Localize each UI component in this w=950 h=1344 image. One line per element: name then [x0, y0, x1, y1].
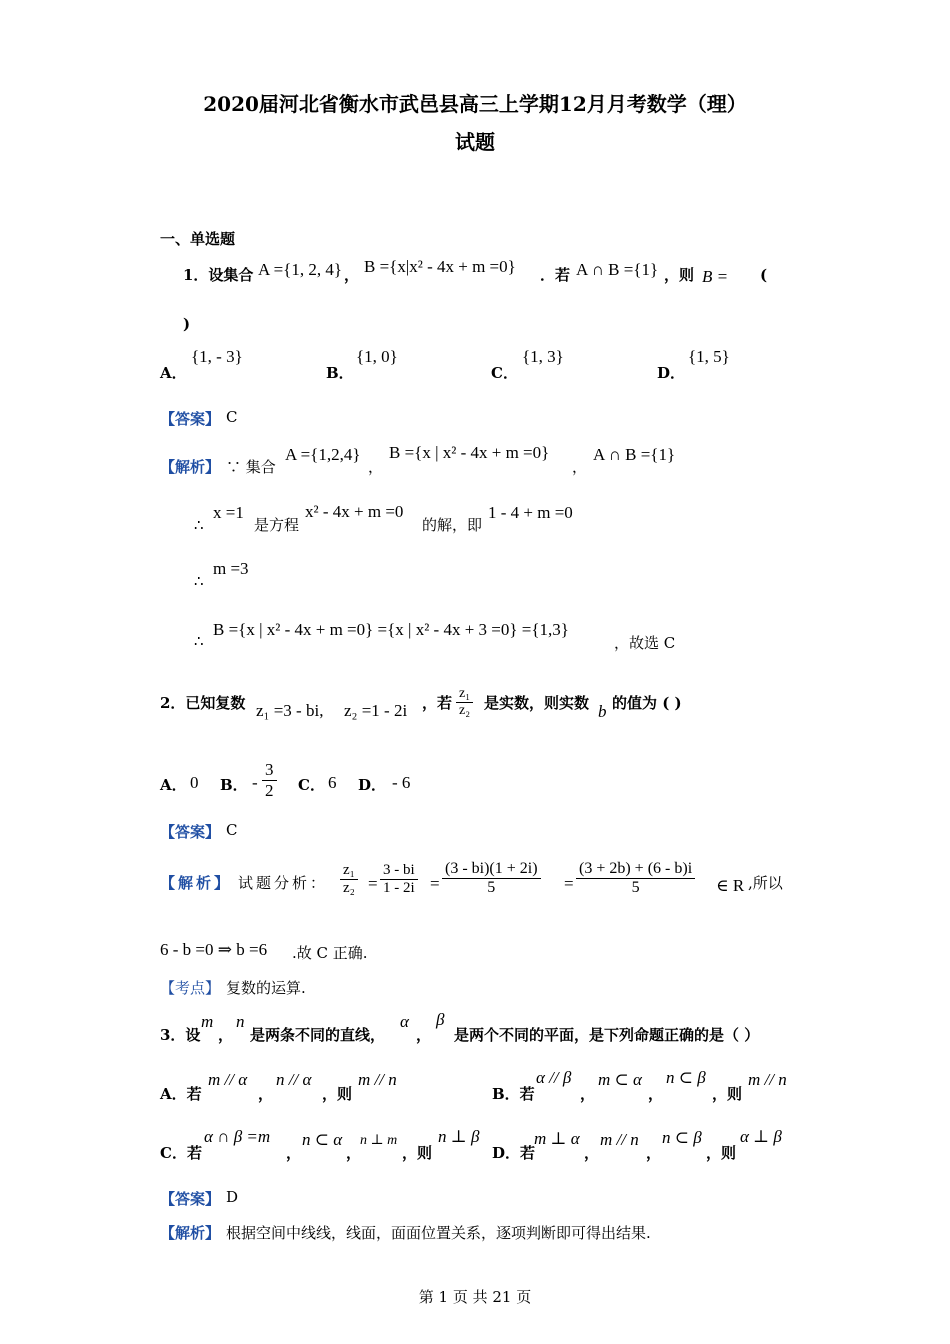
q2-option-d: - 6 — [392, 773, 411, 792]
q2-stem-b: ，若 — [422, 694, 453, 712]
q2-f4 — [576, 860, 695, 897]
q1-s1b: 是方程 — [254, 516, 300, 534]
q2-f2 — [380, 862, 418, 897]
q2-frac-num: z₁ — [456, 686, 473, 703]
q2-option-d-label: D． — [358, 776, 387, 794]
q3-comma-2: ， — [416, 1026, 432, 1044]
q2-frac-den: z₂ — [459, 703, 471, 718]
q2-in-r: ∈ R — [716, 876, 745, 895]
q3-option-d-comma-2: ， — [646, 1144, 662, 1162]
q3-stem-c: 是两个不同的平面，是下列命题正确的是（ ） — [454, 1026, 760, 1044]
q3-option-c-label: C．若 — [160, 1144, 202, 1162]
q3-beta: β — [436, 1010, 445, 1029]
q3-option-c-then: ，则 — [402, 1144, 433, 1162]
q3-option-d-c1: m ⊥ α — [534, 1129, 580, 1148]
q1-a1: A ={1,2,4} — [285, 445, 361, 464]
q3-option-b-then: ，则 — [712, 1085, 743, 1103]
q1-analysis-tag: 【解析】 — [160, 458, 221, 476]
q3-option-d-then: ，则 — [706, 1144, 737, 1162]
q2-analysis-tag: 【解析】 — [160, 874, 233, 892]
q1-s1c: x² - 4x + m =0 — [305, 502, 404, 521]
q1-s1d: 的解，即 — [422, 516, 483, 534]
q3-option-d-c3: n ⊂ β — [662, 1128, 702, 1147]
q2-answer-tag: 【答案】 — [160, 823, 221, 841]
q2-option-b-den: 2 — [265, 781, 274, 800]
page-title: 2020届河北省衡水市武邑县高三上学期12月月考数学（理） — [203, 92, 747, 116]
q1-answer-tag: 【答案】 — [160, 410, 221, 428]
q3-option-d-c2: m // n — [600, 1130, 639, 1149]
q2-option-b-fraction — [262, 760, 277, 801]
q2-point-tag: 【考点】 — [160, 979, 221, 997]
q3-option-a-result: m // n — [358, 1070, 397, 1089]
q2-eq-2: = — [430, 874, 440, 893]
q2-analysis-lead: 试题分析： — [238, 874, 329, 892]
q2-stem-c: 是实数，则实数 — [484, 694, 590, 712]
q2-var: b — [598, 702, 607, 721]
q1-condition: A ∩ B ={1} — [576, 260, 659, 279]
q1-option-a-label: A． — [160, 364, 187, 382]
q2-f3 — [442, 860, 541, 897]
q1-sep-2: ， — [572, 458, 588, 476]
q3-option-c-c2: n ⊂ α — [302, 1130, 343, 1149]
q3-analysis-tag: 【解析】 — [160, 1224, 221, 1242]
page-title-line2: 试题 — [455, 130, 495, 154]
q3-option-d-result: α ⊥ β — [740, 1127, 782, 1146]
q1-set-a: A ={1, 2, 4} — [258, 260, 342, 279]
q2-f3-num: (3 - bi)(1 + 2i) — [442, 860, 541, 879]
q1-option-a: {1, - 3} — [191, 347, 243, 366]
q1-paren-open: ( — [760, 266, 768, 284]
q2-z1: z₁ =3 - bi, — [256, 701, 324, 720]
q3-comma-1: ， — [218, 1026, 234, 1044]
q1-s3b: ，故选 C — [614, 634, 676, 652]
q1-option-c: {1, 3} — [522, 347, 564, 366]
q1-a3: A ∩ B ={1} — [593, 445, 676, 464]
q2-line2: 6 - b =0 ⇒ b =6 — [160, 940, 268, 959]
q1-s1e: 1 - 4 + m =0 — [488, 503, 573, 522]
q3-n: n — [236, 1012, 245, 1031]
q3-stem-a: 3．设 — [160, 1026, 201, 1044]
q3-answer-tag: 【答案】 — [160, 1190, 221, 1208]
q2-f3-den: 5 — [487, 879, 496, 896]
q1-stem-a: 1．设集合 — [183, 266, 254, 284]
q2-fraction — [456, 686, 473, 719]
q1-stem-b: ．若 — [540, 266, 571, 284]
q3-option-b-c1: α // β — [536, 1068, 572, 1087]
q2-point: 复数的运算. — [226, 979, 306, 997]
q2-f1-den: z₂ — [343, 880, 355, 896]
q2-answer: C — [226, 821, 238, 839]
q3-option-a-c2: n // α — [276, 1070, 312, 1089]
q1-answer: C — [226, 408, 238, 426]
q1-stem-c: ，则 — [664, 266, 695, 284]
q3-option-b-result: m // n — [748, 1070, 787, 1089]
q3-option-b-label: B．若 — [492, 1085, 535, 1103]
q1-option-d-label: D． — [657, 364, 686, 382]
q1-therefore-1: ∴ — [194, 516, 204, 534]
q1-option-b: {1, 0} — [356, 347, 398, 366]
q1-sep-1: ， — [368, 458, 384, 476]
q1-s2: m =3 — [213, 559, 249, 578]
q2-stem-a: 2．已知复数 — [160, 694, 246, 712]
q2-z2: z₂ =1 - 2i — [344, 701, 408, 720]
q1-paren-close: ) — [183, 315, 191, 333]
q2-f2-den: 1 - 2i — [383, 880, 415, 896]
q3-option-a-comma: ， — [258, 1085, 274, 1103]
q2-option-c-label: C． — [298, 776, 325, 794]
q1-option-d: {1, 5} — [688, 347, 730, 366]
q3-option-a-label: A．若 — [160, 1085, 202, 1103]
q3-option-c-comma-2: ， — [346, 1144, 362, 1162]
q3-analysis: 根据空间中线线，线面，面面位置关系，逐项判断即可得出结果. — [226, 1224, 651, 1242]
q3-option-b-comma-2: ， — [648, 1085, 664, 1103]
q2-f1-num: z₁ — [340, 862, 358, 880]
q2-eq-3: = — [564, 874, 574, 893]
q2-option-b-sign: - — [252, 773, 258, 792]
q3-option-a-c1: m // α — [208, 1070, 248, 1089]
q3-alpha: α — [400, 1012, 409, 1031]
q1-because: ∵ 集合 — [226, 458, 276, 476]
q3-option-b-c2: m ⊂ α — [598, 1070, 642, 1089]
q2-option-a: 0 — [190, 773, 199, 792]
q2-f4-den: 5 — [631, 879, 640, 896]
q2-so: ,所以 — [748, 874, 783, 892]
q1-therefore-3: ∴ — [194, 632, 204, 650]
q3-answer: D — [226, 1188, 239, 1206]
q3-option-d-comma-1: ， — [584, 1144, 600, 1162]
q2-stem-d: 的值为 ( ) — [612, 694, 682, 712]
q2-f2-num: 3 - bi — [380, 862, 418, 880]
q3-stem-b: 是两条不同的直线， — [250, 1026, 386, 1044]
q2-option-a-label: A． — [160, 776, 187, 794]
q2-eq-1: = — [368, 874, 378, 893]
q1-s3: B ={x | x² - 4x + m =0} ={x | x² - 4x + 3 =0} ={1,3} — [213, 620, 569, 639]
q1-therefore-2: ∴ — [194, 572, 204, 590]
q2-option-b-label: B． — [220, 776, 248, 794]
q3-option-c-c1: α ∩ β =m — [204, 1127, 271, 1146]
q3-option-c-c3: n ⊥ m — [360, 1133, 398, 1148]
q3-option-c-result: n ⊥ β — [438, 1127, 480, 1146]
q3-option-b-c3: n ⊂ β — [666, 1068, 706, 1087]
q3-option-c-comma-1: ， — [286, 1144, 302, 1162]
q3-option-d-label: D．若 — [492, 1144, 536, 1162]
q2-f4-num: (3 + 2b) + (6 - b)i — [576, 860, 695, 879]
q2-option-b-num: 3 — [262, 760, 277, 781]
q1-s1a: x =1 — [213, 503, 244, 522]
q2-f1 — [340, 862, 358, 897]
q1-a2: B ={x | x² - 4x + m =0} — [389, 443, 550, 462]
section-heading: 一、单选题 — [160, 230, 236, 248]
q1-set-b: B ={x|x² - 4x + m =0} — [364, 257, 516, 276]
page-footer: 第 1 页 共 21 页 — [418, 1288, 532, 1306]
q3-m: m — [201, 1012, 214, 1031]
q2-option-c: 6 — [328, 773, 337, 792]
q1-option-b-label: B． — [326, 364, 354, 382]
q3-option-a-then: ，则 — [322, 1085, 353, 1103]
q1-ask: B = — [702, 267, 729, 286]
q3-option-b-comma-1: ， — [580, 1085, 596, 1103]
q1-comma: ， — [344, 266, 360, 284]
q1-option-c-label: C． — [491, 364, 518, 382]
q2-line2b: .故 C 正确. — [292, 944, 368, 962]
